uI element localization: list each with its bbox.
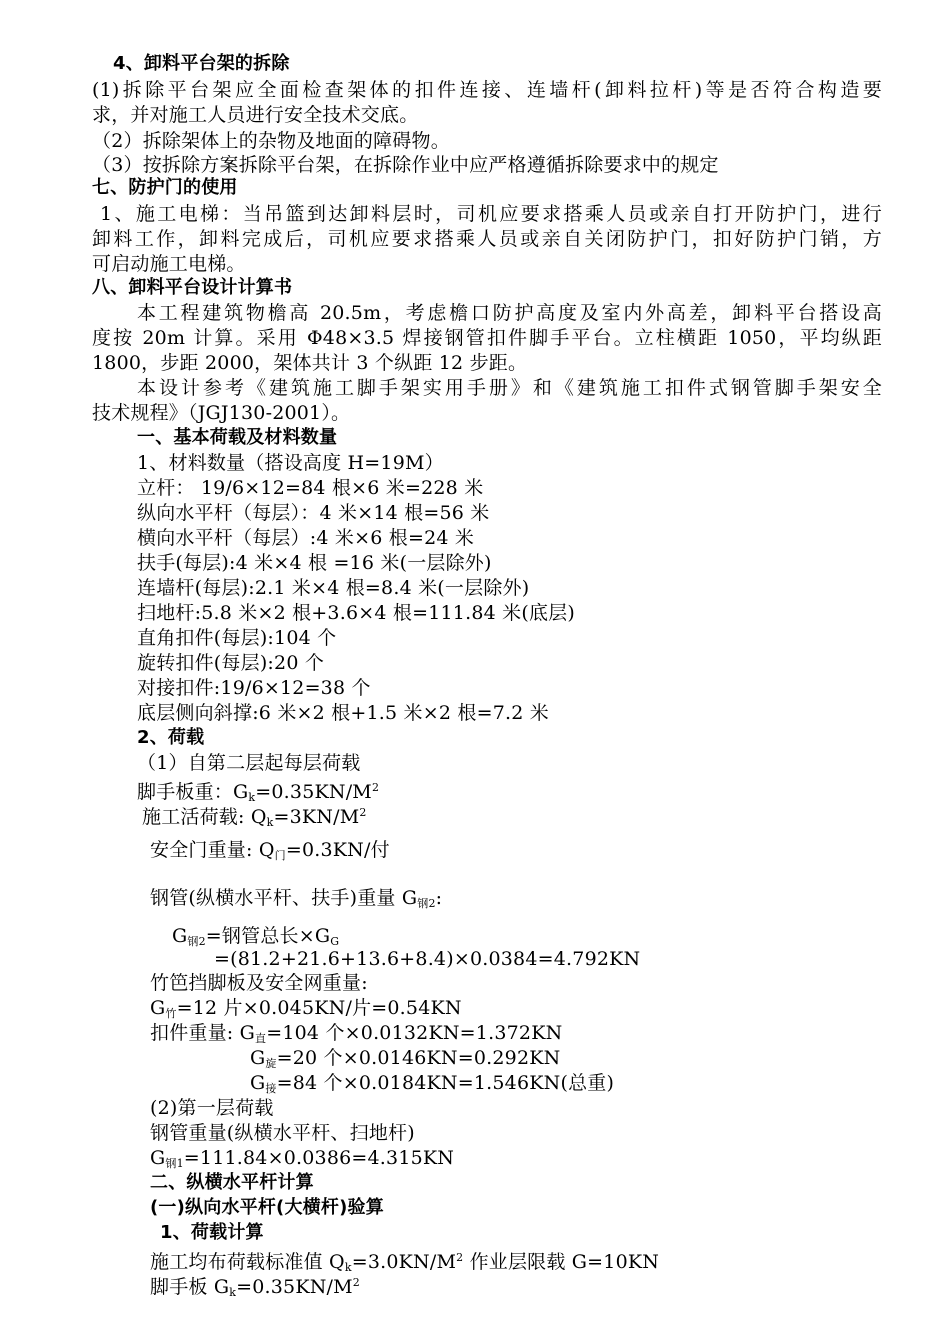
list-item: 扫地杆:5.8 米×2 根+3.6×4 根=111.84 米(底层): [137, 602, 575, 624]
paragraph-line: (1)拆除平台架应全面检查架体的扣件连接、连墙杆(卸料拉杆)等是否符合构造要: [92, 79, 882, 101]
subsection-heading-longitudinal: (一)纵向水平杆(大横杆)验算: [150, 1197, 384, 1218]
list-item: 横向水平杆（每层）:4 米×6 根=24 米: [137, 527, 475, 549]
subsection-heading-loads: 一、基本荷载及材料数量: [137, 427, 338, 448]
section-heading-calculation: 八、卸料平台设计计算书: [92, 277, 293, 298]
formula-line: 安全门重量: $Q_门=0.3KN/$付: [150, 839, 390, 862]
formula-line: 脚手板 $G_k=0.35KN/M^2$: [150, 1276, 360, 1299]
list-item: 底层侧向斜撑:6 米×2 根+1.5 米×2 根=7.2 米: [137, 702, 549, 724]
paragraph-line: 1800，步距 2000，架体共计 3 个纵距 12 步距。: [92, 352, 528, 374]
list-item: 1、材料数量（搭设高度 H=19M）: [137, 452, 444, 474]
list-item: （1）自第二层起每层荷载: [137, 752, 361, 774]
section-heading-platform-removal: 4、卸料平台架的拆除: [113, 53, 290, 74]
paragraph-line: （2）拆除架体上的杂物及地面的障碍物。: [92, 130, 450, 152]
list-item: 旋转扣件(每层):20 个: [137, 652, 325, 674]
formula-line: 钢管(纵横水平杆、扶手)重量 $G_{钢2}$:: [150, 887, 443, 910]
subsection-heading-load-calc: 1、荷载计算: [160, 1222, 264, 1243]
list-item: 连墙杆(每层):2.1 米×4 根=8.4 米(一层除外): [137, 577, 530, 599]
paragraph-line: 本设计参考《建筑施工脚手架实用手册》和《建筑施工扣件式钢管脚手架安全: [137, 377, 882, 399]
paragraph-line: 技术规程》（JGJ130-2001）。: [92, 402, 351, 424]
paragraph-line: 可启动施工电梯。: [92, 253, 246, 275]
list-item: 直角扣件(每层):104 个: [137, 627, 337, 649]
paragraph-line: 竹笆挡脚板及安全网重量:: [150, 972, 368, 994]
paragraph-line: 求，并对施工人员进行安全技术交底。: [92, 104, 419, 126]
formula-line: 施工活荷载: $Q_k=3KN/M^2$: [142, 806, 367, 829]
formula-line: $G_{钢1}=111.84\times 0.0386=4.315KN$: [150, 1147, 455, 1170]
formula-line: 施工均布荷载标准值 $Q_k=3.0KN/M^2$ 作业层限载 G=10KN: [150, 1251, 660, 1274]
list-item: 纵向水平杆（每层）：4 米×14 根=56 米: [137, 502, 490, 524]
formula-line: $G_接=84$ 个×0.0184KN=1.546KN(总重): [250, 1072, 615, 1095]
section-heading-door-use: 七、防护门的使用: [92, 177, 238, 198]
paragraph-line: 本工程建筑物檐高 20.5m，考虑檐口防护高度及室内外高差，卸料平台搭设高: [137, 302, 882, 324]
section-heading-horizontal-bars: 二、纵横水平杆计算: [150, 1172, 314, 1193]
paragraph-line: （3）按拆除方案拆除平台架，在拆除作业中应严格遵循拆除要求中的规定: [92, 154, 719, 176]
list-item: 对接扣件:19/6×12=38 个: [137, 677, 371, 699]
formula-line: 扣件重量: $G_直=104$ 个×0.0132KN=1.372KN: [150, 1022, 563, 1045]
paragraph-line: 度按 20m 计算。采用 Φ48×3.5 焊接钢管扣件脚手平台。立柱横距 1050，平均纵距: [92, 327, 882, 349]
paragraph-line: 卸料工作，卸料完成后，司机应要求搭乘人员或亲自关闭防护门，扣好防护门销，方: [92, 228, 882, 250]
list-item: 立杆： 19/6×12=84 根×6 米=228 米: [137, 477, 484, 499]
formula-line: =(81.2+21.6+13.6+8.4)×0.0384=4.792KN: [214, 948, 641, 970]
paragraph-line: (2)第一层荷载: [150, 1097, 274, 1119]
paragraph-line: 1、施工电梯：当吊篮到达卸料层时，司机应要求搭乘人员或亲自打开防护门，进行: [100, 203, 882, 225]
paragraph-line: 钢管重量(纵横水平杆、扫地杆): [150, 1122, 415, 1144]
formula-line: $G_竹=12$ 片×0.045KN/片=0.54KN: [150, 997, 462, 1020]
subsection-heading-load: 2、荷载: [137, 727, 205, 748]
formula-line: $G_旋=20$ 个×0.0146KN=0.292KN: [250, 1047, 561, 1070]
formula-line: 脚手板重：$G_k=0.35KN/M^2$: [137, 781, 380, 804]
list-item: 扶手(每层):4 米×4 根 =16 米(一层除外): [137, 552, 492, 574]
formula-line: $G_{钢2}=$钢管总长$\times G_G$: [172, 925, 340, 948]
